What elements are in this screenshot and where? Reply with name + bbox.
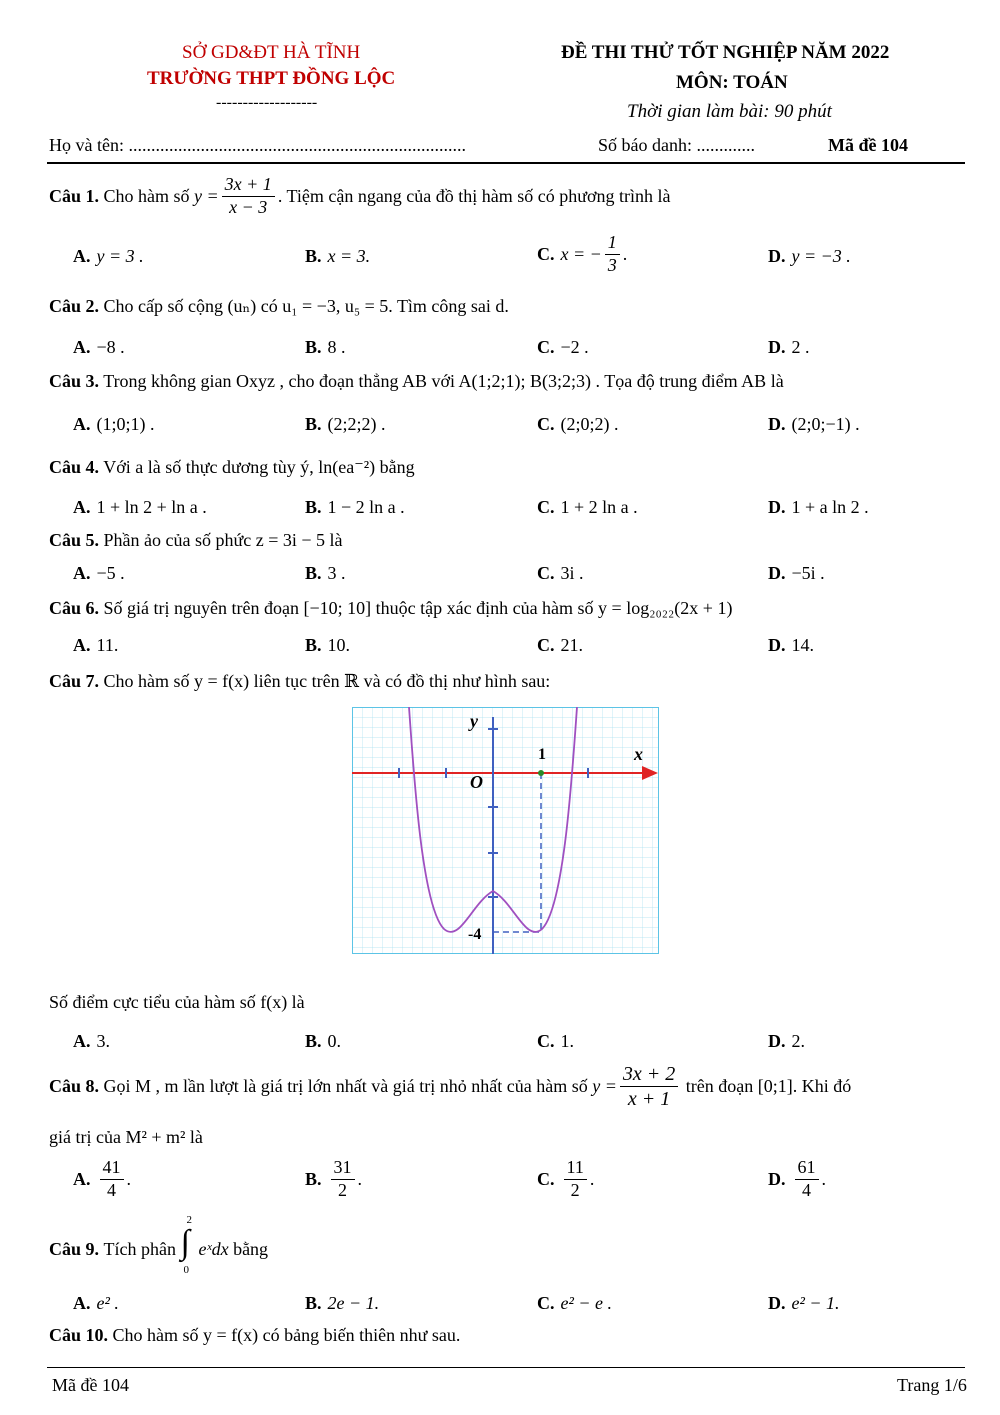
page-number: Trang 1/6	[897, 1375, 967, 1395]
question-10	[49, 1325, 460, 1346]
option-text: (2;2;2) .	[327, 414, 386, 434]
option-text: 2.	[791, 1031, 805, 1051]
option-d[interactable]: D. 2 .	[768, 337, 810, 357]
option-b[interactable]: B. 3 .	[305, 563, 346, 583]
question-3	[49, 371, 784, 392]
option-text: 3i .	[560, 563, 584, 583]
header-divider	[47, 162, 965, 164]
option-d[interactable]: D. 14.	[768, 635, 814, 655]
name-field-label: Họ và tên: ...........................................................................	[49, 135, 466, 155]
option-a[interactable]: A. −8 .	[73, 337, 125, 357]
option-text: 1 − 2 ln a .	[327, 497, 405, 517]
question-label: Câu 10.	[49, 1325, 109, 1345]
option-c[interactable]: C. 21.	[537, 635, 583, 655]
question-label: Câu 4.	[49, 457, 100, 477]
x-axis-label: x	[634, 744, 643, 764]
origin-label: O	[470, 772, 483, 792]
option-text: 8 .	[327, 337, 346, 357]
option-b[interactable]: B. 2e − 1.	[305, 1293, 380, 1313]
exam-title: ĐỀ THI THỬ TỐT NGHIỆP NĂM 2022	[561, 42, 890, 63]
question-2	[49, 296, 509, 317]
option-b[interactable]: B. 1 − 2 ln a .	[305, 497, 405, 517]
question-text: . Tiệm cận ngang của đồ thị hàm số có phương trình là	[277, 185, 671, 206]
question-label: Câu 7.	[49, 671, 100, 691]
question-text: Gọi M , m lần lượt là giá trị lớn nhất và giá trị nhỏ nhất của hàm số	[103, 1076, 588, 1096]
question-6	[49, 598, 732, 619]
question-text: trên đoạn [0;1]. Khi đó	[685, 1076, 852, 1096]
option-text: 10.	[327, 635, 351, 655]
option-a[interactable]: A. 11.	[73, 635, 119, 655]
option-a[interactable]: A. −5 .	[73, 563, 125, 583]
exam-time: Thời gian làm bài: 90 phút	[627, 101, 832, 122]
integrand: eˣdx	[198, 1238, 229, 1259]
option-text: 0.	[327, 1031, 342, 1051]
option-text: 14.	[791, 635, 814, 655]
option-c[interactable]: C. $\frac{11}{2}$ .	[537, 1157, 595, 1200]
question-7	[49, 671, 550, 692]
math-expression: y =	[592, 1076, 617, 1096]
tick-label-y: -4	[468, 926, 482, 943]
option-text: 1 + ln 2 + ln a .	[96, 497, 207, 517]
question-text: Số giá trị nguyên trên đoạn [−10; 10] thuộc tập xác định của hàm số y = log₂₀₂₂(2x + 1)	[103, 598, 733, 618]
question-4	[49, 457, 415, 478]
option-a[interactable]: A. 3.	[73, 1031, 110, 1051]
option-c[interactable]: C. 1.	[537, 1031, 574, 1051]
option-text: (2;0;−1) .	[791, 414, 860, 434]
question-text: Tích phân	[103, 1238, 176, 1259]
option-text: 3 .	[327, 563, 346, 583]
school-name: TRƯỜNG THPT ĐỒNG LỘC	[147, 68, 396, 89]
fraction: $\frac{61}{4}$	[795, 1157, 819, 1201]
fraction: $\frac{3x + 2}{x + 1}$	[620, 1062, 678, 1111]
integral-lower: 0	[183, 1264, 189, 1276]
integral-sign: ∫	[180, 1224, 190, 1261]
option-text: −5i .	[791, 563, 825, 583]
option-text: 1 + 2 ln a .	[560, 497, 638, 517]
option-a[interactable]: A. y = 3 .	[73, 246, 144, 266]
question-text: Cho hàm số	[103, 185, 190, 206]
footer-divider	[47, 1367, 965, 1368]
question-text: Trong không gian Oxyz , cho đoạn thẳng AB với A(1;2;1); B(3;2;3) . Tọa độ trung điểm AB là	[103, 371, 784, 391]
fraction: $\frac{31}{2}$	[331, 1157, 355, 1201]
option-b[interactable]: B. 8 .	[305, 337, 346, 357]
sbd-field-label: Số báo danh: .............	[598, 135, 755, 155]
option-d[interactable]: D. (2;0;−1) .	[768, 414, 860, 434]
question-text: Phần ảo của số phức z = 3i − 5 là	[103, 530, 343, 550]
fraction: $\frac{1}{3}$	[605, 232, 620, 276]
header-dashes: -------------------	[216, 94, 318, 111]
option-a[interactable]: A. (1;0;1) .	[73, 414, 155, 434]
denominator: x − 3	[229, 196, 268, 217]
option-text: 11.	[96, 635, 119, 655]
option-b[interactable]: B. x = 3.	[305, 246, 371, 266]
option-text: 21.	[560, 635, 583, 655]
question-9	[49, 1214, 269, 1276]
option-d[interactable]: D. 2.	[768, 1031, 805, 1051]
option-text: 1 + a ln 2 .	[791, 497, 869, 517]
option-text: y = −3 .	[791, 246, 851, 266]
question-text: Cho hàm số y = f(x) liên tục trên ℝ và có đồ thị như hình sau:	[103, 671, 551, 691]
question-label: Câu 9.	[49, 1238, 100, 1259]
option-c[interactable]: C. x = − $\frac{1}{3}$ .	[537, 232, 628, 275]
option-text: −2 .	[560, 337, 589, 357]
question-text: Với a là số thực dương tùy ý, ln(ea⁻²) bằng	[103, 457, 415, 477]
question-label: Câu 6.	[49, 598, 100, 618]
option-d[interactable]: D. 1 + a ln 2 .	[768, 497, 869, 517]
graph-grid	[352, 707, 659, 954]
option-d[interactable]: D. e² − 1.	[768, 1293, 840, 1313]
question-5	[49, 530, 343, 551]
exam-code: Mã đề 104	[828, 135, 908, 155]
option-a[interactable]: A. $\frac{41}{4}$ .	[73, 1157, 131, 1200]
question-1	[49, 174, 671, 218]
option-text: 2e − 1.	[327, 1293, 380, 1313]
tick-label-x: 1	[538, 746, 546, 763]
fraction: $\frac{41}{4}$	[100, 1157, 124, 1201]
point-marker	[538, 770, 544, 776]
question-label: Câu 2.	[49, 296, 100, 316]
option-c[interactable]: C. (2;0;2) .	[537, 414, 619, 434]
option-text: (2;0;2) .	[560, 414, 619, 434]
option-a[interactable]: A. 1 + ln 2 + ln a .	[73, 497, 207, 517]
option-text: e² − 1.	[791, 1293, 840, 1313]
numerator: 3x + 1	[222, 174, 275, 197]
subject: MÔN: TOÁN	[676, 72, 788, 93]
option-b[interactable]: B. 0.	[305, 1031, 342, 1051]
option-b[interactable]: B. 10.	[305, 635, 351, 655]
question-text: Cho hàm số y = f(x) có bảng biến thiên như sau.	[112, 1325, 461, 1345]
option-d[interactable]: D. $\frac{61}{4}$ .	[768, 1157, 826, 1200]
fraction: $\frac{11}{2}$	[564, 1157, 587, 1201]
question-8-line2: giá trị của M² + m² là	[49, 1127, 203, 1147]
integral-upper: 2	[186, 1214, 192, 1226]
math-expression: y =	[194, 185, 219, 206]
department: SỞ GD&ĐT HÀ TĨNH	[182, 42, 361, 63]
option-text: e² − e .	[560, 1293, 613, 1313]
question-label: Câu 1.	[49, 185, 100, 206]
question-label: Câu 8.	[49, 1076, 100, 1096]
option-text: 2 .	[791, 337, 810, 357]
option-text: −5 .	[96, 563, 125, 583]
option-b[interactable]: B. (2;2;2) .	[305, 414, 386, 434]
question-7-prompt: Số điểm cực tiểu của hàm số f(x) là	[49, 992, 305, 1012]
question-text: Cho cấp số cộng (uₙ) có u₁ = −3, u₅ = 5. Tìm công sai d.	[103, 296, 509, 316]
question-label: Câu 5.	[49, 530, 100, 550]
option-text: x = −	[560, 243, 602, 264]
option-b[interactable]: B. $\frac{31}{2}$ .	[305, 1157, 363, 1200]
fraction	[222, 174, 275, 218]
option-text: (1;0;1) .	[96, 414, 155, 434]
integral	[180, 1214, 199, 1276]
option-text: x = 3.	[327, 246, 371, 266]
option-text: −8 .	[96, 337, 125, 357]
option-text: y = 3 .	[96, 246, 144, 266]
option-c[interactable]: C. −2 .	[537, 337, 589, 357]
option-a[interactable]: A. e² .	[73, 1293, 119, 1313]
footer-code: Mã đề 104	[52, 1375, 129, 1395]
option-text: 3.	[96, 1031, 110, 1051]
question-label: Câu 3.	[49, 371, 100, 391]
option-d[interactable]: D. y = −3 .	[768, 246, 851, 266]
question-8	[49, 1062, 851, 1111]
question-text: bằng	[233, 1238, 269, 1259]
option-text: e² .	[96, 1293, 119, 1313]
option-d[interactable]: D. −5i .	[768, 563, 825, 583]
option-c[interactable]: C. 1 + 2 ln a .	[537, 497, 638, 517]
option-c[interactable]: C. 3i .	[537, 563, 584, 583]
option-text: 1.	[560, 1031, 574, 1051]
y-axis-label: y	[470, 711, 478, 731]
function-graph	[352, 707, 659, 954]
option-c[interactable]: C. e² − e .	[537, 1293, 613, 1313]
